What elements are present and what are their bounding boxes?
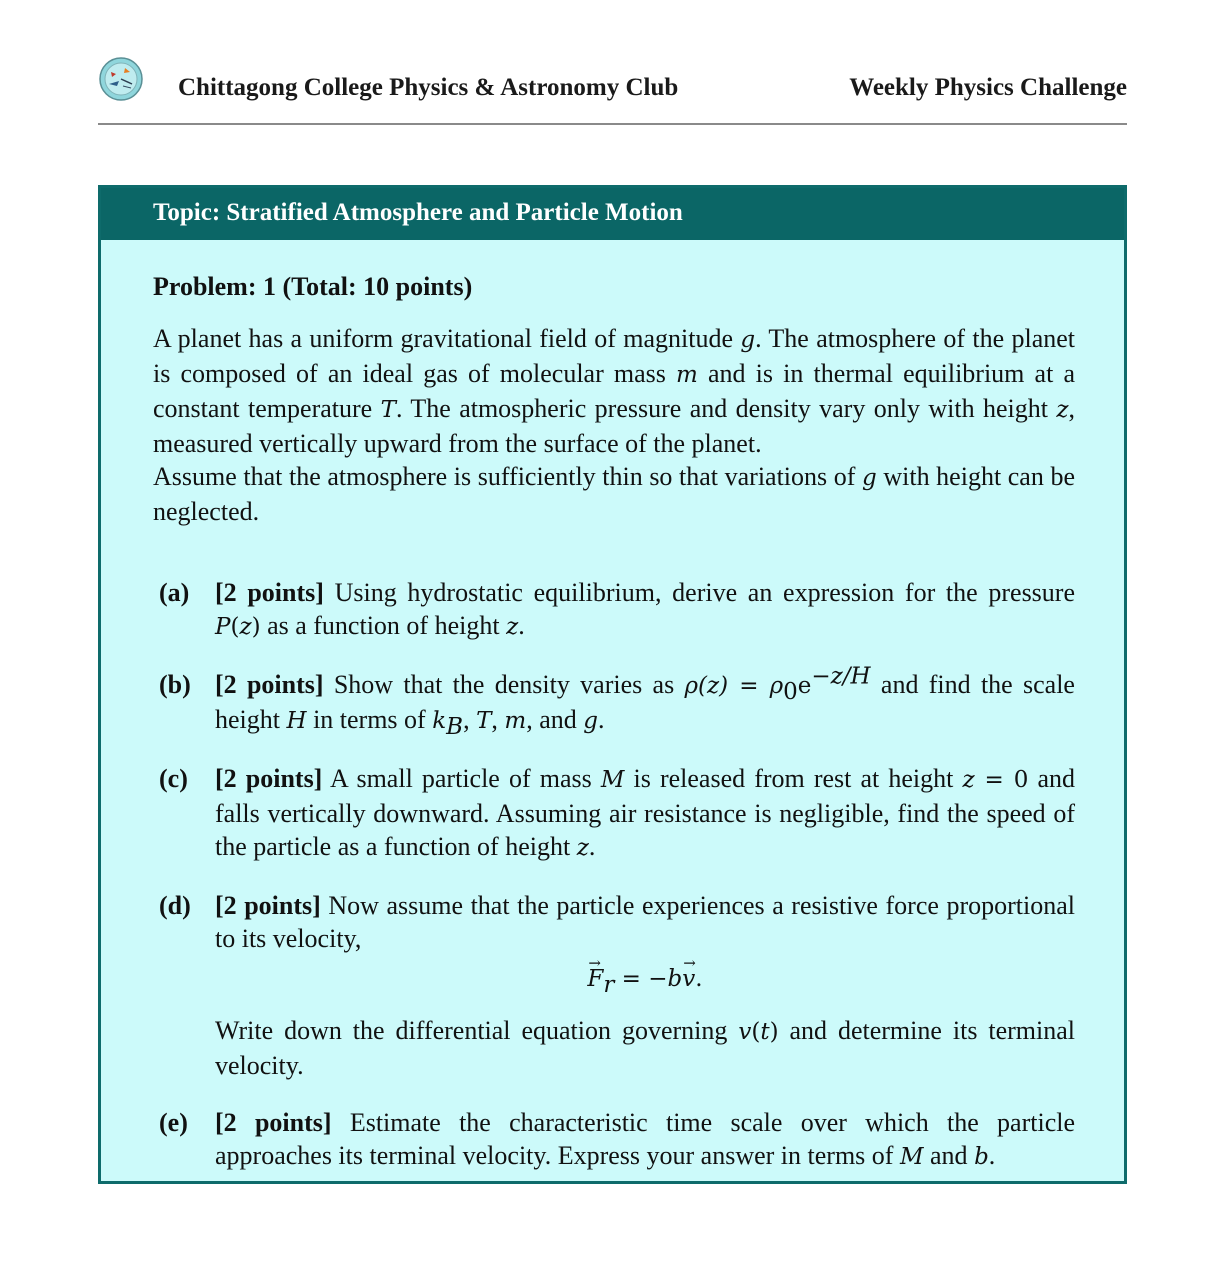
part-a: (a) [2 points] Using hydrostatic equilibrium, derive an expression for the pressure P(z) as a function of height z. xyxy=(159,578,1075,640)
problem-box xyxy=(98,185,1127,1184)
part-d: (d) [2 points] Now assume that the particle experiences a resistive force proportional to its velocity, → $F_r = -b\to v$. Write down the differential equation governing v(t) and determine its terminal velocity. xyxy=(153,889,1075,1082)
part-b: (b) [2 points] Show that the density varies as $\rho(z) = \rho_0e^{-z/H}$ and find the scale height H in terms of $k_B$, T, m, and g. xyxy=(159,663,1075,741)
problem-parts xyxy=(153,576,1075,1174)
problem-intro: A planet has a uniform gravitational field of magnitude g. The atmosphere of the planet is composed of an ideal gas of molecular mass m and is in thermal equilibrium at a constant temperature T. The atmospheric pressure and density vary only with height z, measured vertically upward from the surface of the planet. Assume that the atmosphere is sufficiently thin so that variations of g with height can be neglected. xyxy=(153,324,1075,526)
club-emblem-icon xyxy=(99,57,143,101)
challenge-title: Weekly Physics Challenge xyxy=(849,74,1127,101)
topic-title: Topic: Stratified Atmosphere and Particle Motion xyxy=(101,188,1124,240)
problem-title: Problem: 1 (Total: 10 points) xyxy=(153,272,473,301)
club-name: Chittagong College Physics & Astronomy Club xyxy=(178,74,679,101)
part-c: (c) [2 points] A small particle of mass M is released from rest at height z = 0 and falls vertically downward. Assuming air resistance is negligible, find the speed of the particle as a function of height z. xyxy=(159,764,1075,861)
part-e: (e) [2 points] Estimate the characteristic time scale over which the particle approaches its terminal velocity. Express your answer in terms of M and b. xyxy=(159,1108,1075,1170)
problem-content xyxy=(153,272,1075,1198)
header-divider xyxy=(98,123,1127,125)
resistive-force-equation: → $F_r = -b\to v$. xyxy=(215,961,1075,996)
